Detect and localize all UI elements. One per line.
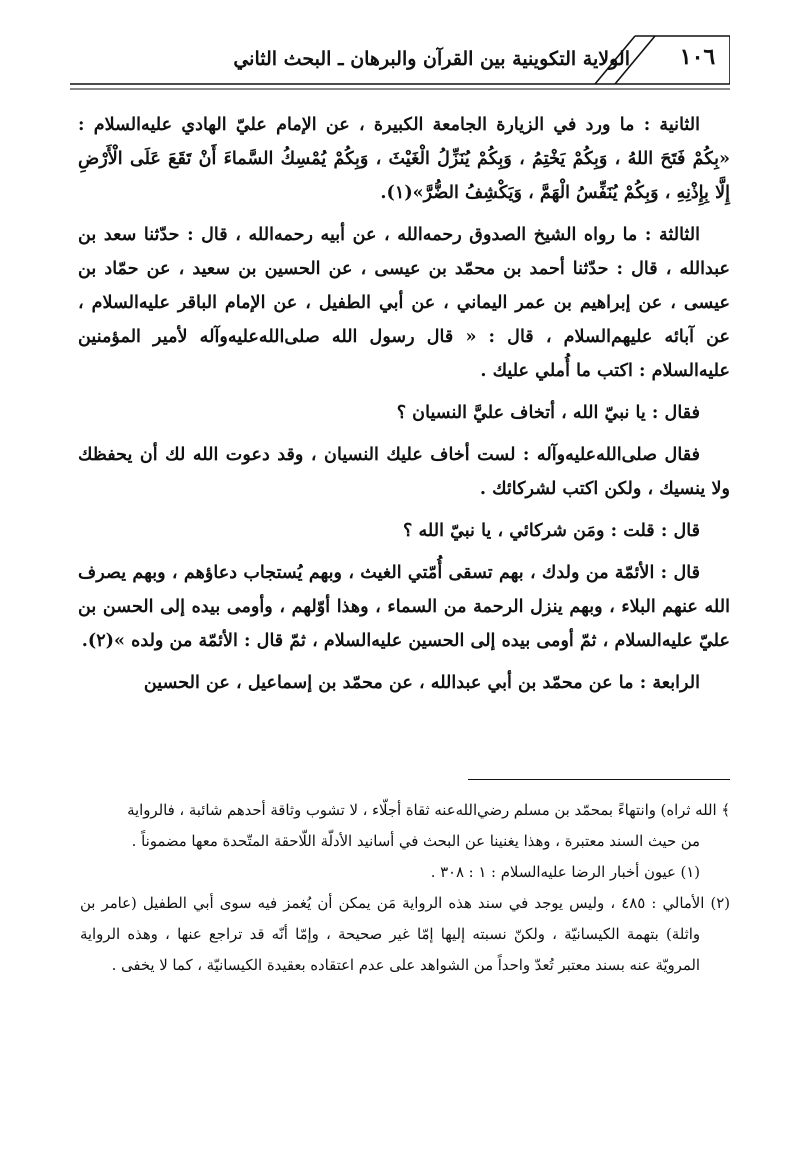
lead-fourth: الرابعة : bbox=[639, 672, 700, 693]
running-title: الولاية التكوينية بين القرآن والبرهان ـ البحث الثاني bbox=[233, 48, 630, 70]
paragraph-question: فقال : يا نبيّ الله ، أتخاف عليَّ النسيان ؟ bbox=[396, 402, 700, 423]
footnote-continuation-text: من حيث السند معتبرة ، وهذا يغنينا عن البحث في أسانيد الأدلّة اللّاحقة المتّحدة معها مضموناً . bbox=[131, 833, 700, 850]
footnote-continuation-line: ﴾ الله ثراه) وانتهاءً بمحمّد بن مسلم رضي‌الله‌عنه ثقاة أجلّاء ، لا تشوب وثاقة أحدهم شائبة ، فالرواية bbox=[127, 802, 730, 819]
lead-second: الثانية : bbox=[643, 114, 700, 135]
paragraph-fourth bbox=[78, 666, 730, 700]
paragraph-partners-question: قال : قلت : ومَن شركائي ، يا نبيّ الله ؟ bbox=[402, 520, 700, 541]
page-number: ١٠٦ bbox=[679, 44, 716, 70]
paragraph-fourth-text: ما عن محمّد بن أبي عبدالله ، عن محمّد بن إسماعيل ، عن الحسين bbox=[143, 672, 634, 693]
page-header bbox=[70, 34, 730, 92]
footnote-2: (٢) الأمالي : ٤٨٥ ، وليس يوجد في سند هذه الرواية مَن يمكن أن يُغمز فيه سوى أبي الطفيل (عامر بن واثلة) بتهمة الكيسانيّة ، ولكنّ نسبته إليها إمّا غير صحيحة ، وإمّا أنّه قد تراجع عنها ، وهذه الرواية المرويّة عنه بسند معتبر تُعدّ واحداً من الشواهد على عدم اعتقاده بعقيدة الكيسانيّة ، كما لا يخفى . bbox=[80, 895, 730, 974]
paragraph-answer: فقال صلى‌الله‌عليه‌وآله : لست أخاف عليك النسيان ، وقد دعوت الله لك أن يحفظك ولا ينسيك ، ولكن اكتب لشركائك . bbox=[78, 444, 730, 499]
lead-third: الثالثة : bbox=[644, 224, 700, 245]
paragraph-third bbox=[78, 218, 730, 388]
footnote-separator bbox=[468, 779, 730, 780]
footnote-1: (١) عيون أخبار الرضا عليه‌السلام : ١ : ٣٠٨ . bbox=[430, 864, 700, 881]
paragraph-third-text: ما رواه الشيخ الصدوق رحمه‌الله ، عن أبيه رحمه‌الله ، قال : حدّثنا سعد بن عبدالله ، قال : حدّثنا أحمد بن محمّد بن عيسى ، عن الحسين بن سعيد ، عن حمّاد بن عيسى ، عن إبراهيم بن عمر اليماني ، عن أبي الطفيل ، عن الإمام الباقر عليه‌السلام ، عن آبائه عليهم‌السلام ، قال : « قال رسول الله صلى‌الله‌عليه‌وآله لأمير المؤمنين عليه‌السلام : اكتب ما أُملي عليك . bbox=[78, 224, 730, 381]
main-text bbox=[78, 108, 730, 708]
paragraph-second bbox=[78, 108, 730, 210]
paragraph-imams: قال : الأئمّة من ولدك ، بهم تسقى أُمّتي الغيث ، وبهم يُستجاب دعاؤهم ، وبهم يصرف الله عنهم البلاء ، وبهم ينزل الرحمة من السماء ، وهذا أوّلهم ، وأومى بيده إلى الحسن بن عليّ عليه‌السلام ، ثمّ أومى بيده إلى الحسين عليه‌السلام ، ثمّ قال : الأئمّة من ولده »(٢). bbox=[78, 562, 730, 651]
footnotes bbox=[80, 795, 730, 981]
paragraph-second-text: ما ورد في الزيارة الجامعة الكبيرة ، عن الإمام عليّ الهادي عليه‌السلام : «بِكُمْ فَتَحَ اللهُ ، وَبِكُمْ يَخْتِمُ ، وَبِكُمْ يُنَزِّلُ الْغَيْثَ ، وَبِكُمْ يُمْسِكُ السَّماءَ أَنْ تَقَعَ عَلَى الْأَرْضِ إِلَّا بِإِذْنِهِ ، وَبِكُمْ يُنَفِّسُ الْهَمَّ ، وَيَكْشِفُ الضُّرَّ»(١). bbox=[78, 114, 730, 203]
